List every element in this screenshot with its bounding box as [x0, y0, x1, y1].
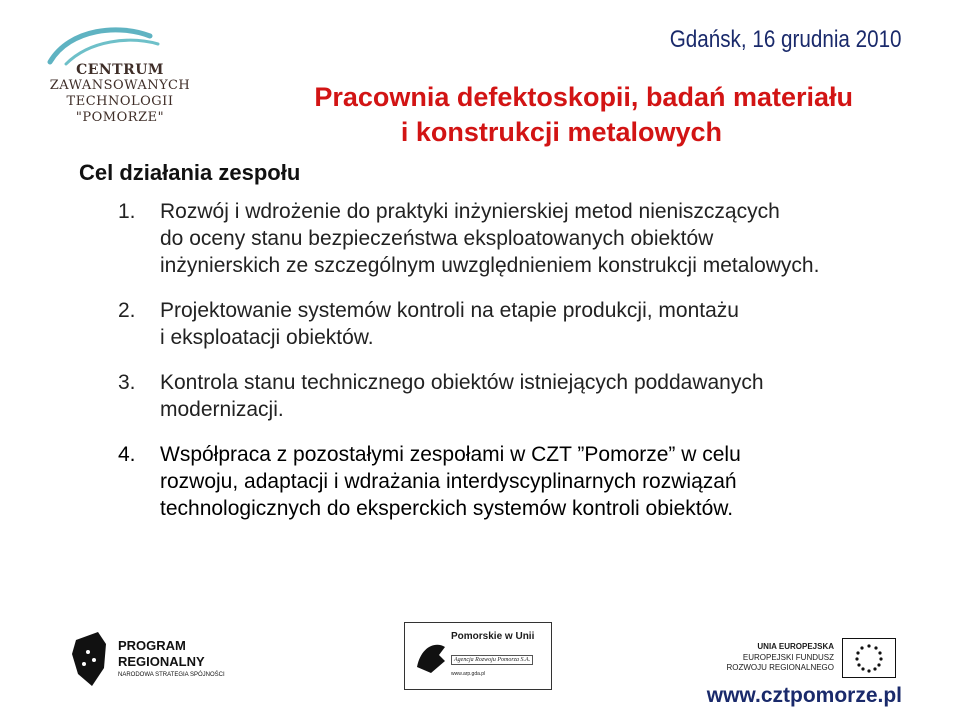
goal-item [118, 441, 878, 522]
section-title: Cel działania zespołu [79, 160, 301, 185]
eu-line-1: UNIA EUROPEJSKA [757, 642, 834, 651]
mid-subtitle: Agencja Rozwoju Pomorza S.A. [451, 655, 533, 665]
page-title-line-1: Pracownia defektoskopii, badań materiału [314, 82, 853, 112]
goal-line: i eksploatacji obiektów. [160, 326, 374, 349]
program-line-2: REGIONALNY [118, 654, 205, 669]
goal-line: Kontrola stanu technicznego obiektów istniejących poddawanych [160, 371, 764, 394]
program-line-1: PROGRAM [118, 638, 186, 653]
program-regionalny-logo [70, 630, 270, 690]
goal-line: Współpraca z pozostałymi zespołami w CZT ”Pomorze” w celu [160, 443, 741, 466]
page-title-line-2: i konstrukcji metalowych [400, 117, 722, 147]
goal-line: rozwoju, adaptacji i wdrażania interdyscyplinarnych rozwiązań [160, 470, 737, 493]
goal-number: 2. [118, 299, 136, 322]
goal-number: 1. [118, 200, 136, 223]
goal-item [118, 198, 878, 279]
goal-number: 3. [118, 371, 136, 394]
logo-line-4: "POMORZE" [75, 110, 165, 125]
eu-flag-icon [842, 638, 896, 678]
mid-title: Pomorskie w Unii [451, 631, 535, 642]
website-link[interactable]: www.cztpomorze.pl [706, 684, 902, 707]
goal-item [118, 369, 878, 423]
goal-line: Projektowanie systemów kontroli na etapie produkcji, montażu [160, 299, 739, 322]
goal-line: do oceny stanu bezpieczeństwa eksploatowanych obiektów [160, 227, 714, 250]
goal-number: 4. [118, 443, 136, 466]
goal-line: modernizacji. [160, 398, 284, 421]
pomorskie-w-unii-logo [404, 622, 552, 690]
date-text: Gdańsk, 16 grudnia 2010 [670, 26, 902, 53]
goal-line: inżynierskich ze szczególnym uwzględnieniem konstrukcji metalowych. [160, 254, 820, 277]
mid-url: www.arp.gda.pl [451, 671, 486, 677]
logo-line-2: ZAWANSOWANYCH [49, 78, 191, 93]
logo-line-3: TECHNOLOGII [66, 94, 174, 109]
goal-line: technologicznych do eksperckich systemów kontroli obiektów. [160, 497, 734, 520]
goal-item [118, 297, 878, 351]
czt-logo [30, 18, 210, 128]
eu-line-2: EUROPEJSKI FUNDUSZ [742, 653, 834, 662]
logo-line-1: CENTRUM [76, 62, 164, 78]
program-line-3: NARODOWA STRATEGIA SPÓJNOŚCI [118, 672, 225, 678]
goals-list [118, 198, 878, 522]
eu-line-3: ROZWOJU REGIONALNEGO [726, 663, 834, 672]
griffin-icon [411, 637, 451, 677]
poland-map-icon [70, 630, 110, 688]
goal-line: Rozwój i wdrożenie do praktyki inżynierskiej metod nieniszczących [160, 200, 780, 223]
eu-fund-logo [726, 636, 896, 680]
